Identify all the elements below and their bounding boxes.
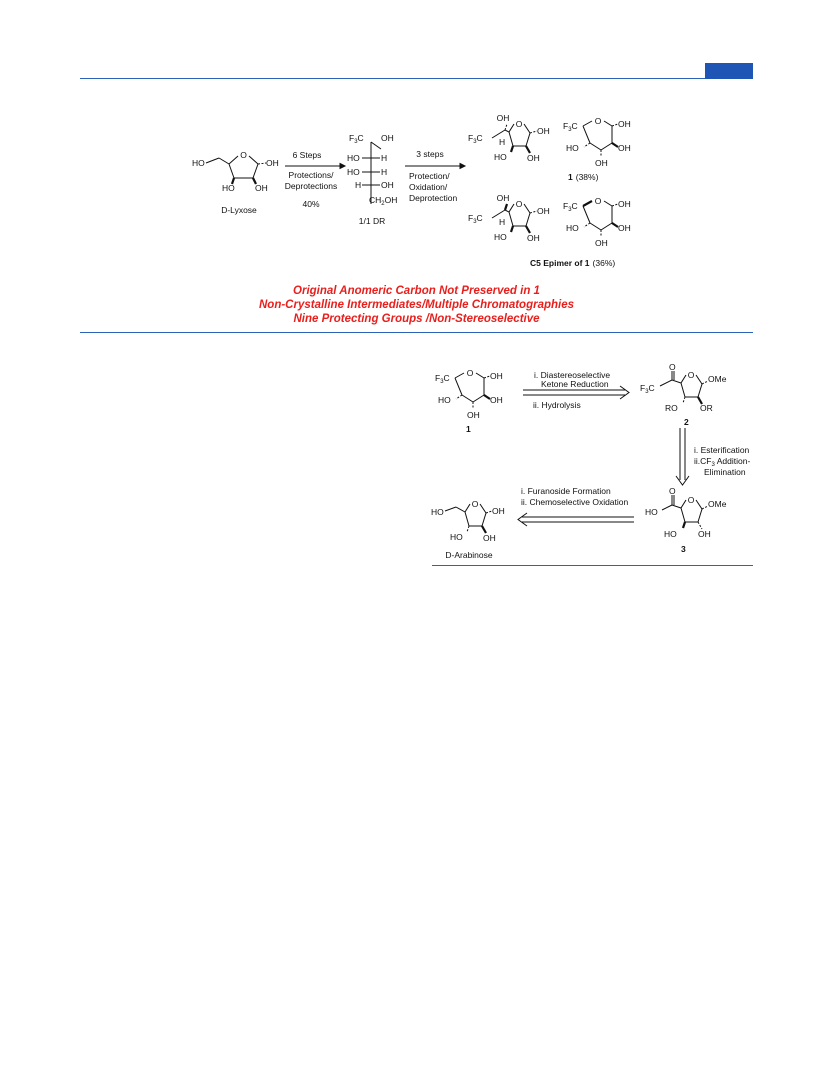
chain-row3-right: OH bbox=[381, 180, 394, 190]
chain-ch2oh: $CH_2OH$ bbox=[369, 195, 398, 207]
p1-furan-oh-bottom: OH bbox=[527, 153, 540, 163]
p1-furan-oh-top: OH bbox=[496, 113, 510, 123]
c1-label: 1 bbox=[466, 424, 471, 434]
chain-row1-left: HO bbox=[347, 153, 360, 163]
p1-pyran-oh-bottom: OH bbox=[595, 158, 608, 168]
arrowC-l1: i. Furanoside Formation bbox=[521, 486, 611, 496]
c1-oh-right: OH bbox=[490, 395, 503, 405]
c3-ome: OMe bbox=[708, 499, 727, 509]
c1-ho: HO bbox=[438, 395, 451, 405]
chain-row2-right: H bbox=[381, 167, 388, 177]
c3-oh: OH bbox=[698, 529, 711, 539]
c1-f3c: $F_3C$ bbox=[435, 373, 450, 385]
p2-furan-o: O bbox=[515, 199, 523, 209]
c2-f3c: $F_3C$ bbox=[640, 383, 655, 395]
c3-ring-o: O bbox=[687, 495, 695, 505]
chain-row1-right: H bbox=[381, 153, 388, 163]
c2-ro: RO bbox=[665, 403, 678, 413]
product1-label: 1 (38%) bbox=[568, 172, 599, 182]
issue-line: Non-Crystalline Intermediates/Multiple Chromatographies bbox=[258, 299, 575, 311]
p2-furan-oh-top: OH bbox=[496, 193, 510, 203]
arrow2-l3: Deprotection bbox=[409, 193, 458, 203]
chain-f3c: $F_3C$ bbox=[349, 133, 364, 145]
c1-o: O bbox=[466, 368, 474, 378]
p2-furan-h: H bbox=[499, 217, 506, 227]
p2-furan-oh-bottom: OH bbox=[527, 233, 540, 243]
c3-ho: HO bbox=[664, 529, 677, 539]
c3-label: 3 bbox=[681, 544, 686, 554]
p2-pyran-oh: OH bbox=[618, 199, 631, 209]
chain-dr: 1/1 DR bbox=[358, 216, 386, 226]
p2-pyran-oh-bottom: OH bbox=[595, 238, 608, 248]
p2-pyran-f3c: $F_3C$ bbox=[563, 201, 578, 213]
c2-label: 2 bbox=[684, 417, 689, 427]
c2-ome: OMe bbox=[708, 374, 727, 384]
scheme-1 bbox=[0, 0, 833, 280]
arrow1-yield: 40% bbox=[302, 199, 320, 209]
scheme2-bottom-rule bbox=[432, 565, 753, 566]
chain-row2-left: HO bbox=[347, 167, 360, 177]
scheme-2 bbox=[0, 330, 833, 590]
p2-furan-ho-bottom: HO bbox=[494, 232, 507, 242]
arab-ho-bottom: HO bbox=[450, 532, 463, 542]
p1-pyran-o: O bbox=[594, 116, 602, 126]
lyxose-ho-left: HO bbox=[192, 158, 205, 168]
arrow1-middle1: Protections/ bbox=[288, 170, 334, 180]
c3-carbonyl-o: O bbox=[669, 486, 676, 496]
arrow1-middle2: Deprotections bbox=[284, 181, 338, 191]
issue-line: Original Anomeric Carbon Not Preserved in 1 bbox=[293, 285, 540, 297]
arrowA-l1: i. Diastereoselective bbox=[534, 370, 611, 380]
p2-pyran-ho: HO bbox=[566, 223, 579, 233]
arab-oh: OH bbox=[492, 506, 505, 516]
arrow2-l1: Protection/ bbox=[409, 171, 450, 181]
p1-furan-ho-bottom: HO bbox=[494, 152, 507, 162]
p2-furan-oh: OH bbox=[537, 206, 550, 216]
lyxose-oh-anomeric: OH bbox=[266, 158, 279, 168]
arrowC-l2: ii. Chemoselective Oxidation bbox=[521, 497, 629, 507]
lyxose-ring-o: O bbox=[240, 150, 247, 160]
arrow2-l2: Oxidation/ bbox=[409, 182, 448, 192]
arrowB-l3: Elimination bbox=[704, 467, 746, 477]
p1-furan-f3c: $F_3C$ bbox=[468, 133, 483, 145]
p2-furan-f3c: $F_3C$ bbox=[468, 213, 483, 225]
lyxose-oh-bottom: OH bbox=[255, 183, 268, 193]
arrow1-top: 6 Steps bbox=[292, 150, 322, 160]
c3-ho-acid: HO bbox=[645, 507, 658, 517]
lyxose-ho-bottom: HO bbox=[222, 183, 235, 193]
c2-ketone-o: O bbox=[669, 362, 676, 372]
arab-oh-bottom: OH bbox=[483, 533, 496, 543]
arrowB-l2: $ii.CF_3$ Addition- bbox=[694, 456, 751, 468]
issues-list bbox=[80, 284, 753, 326]
issue-line: Nine Protecting Groups /Non-Stereoselective bbox=[293, 313, 540, 325]
arrow2-top: 3 steps bbox=[416, 149, 444, 159]
p1-furan-oh: OH bbox=[537, 126, 550, 136]
arab-ho-left: HO bbox=[431, 507, 444, 517]
p2-pyran-o: O bbox=[594, 196, 602, 206]
arrowA-l2: Ketone Reduction bbox=[541, 379, 609, 389]
arabinose-name: D-Arabinose bbox=[445, 550, 493, 560]
c2-ring-o: O bbox=[687, 370, 695, 380]
c1-oh: OH bbox=[490, 371, 503, 381]
p1-pyran-oh-right: OH bbox=[618, 143, 631, 153]
arrowA-l3: ii. Hydrolysis bbox=[533, 400, 581, 410]
c1-oh-bottom: OH bbox=[467, 410, 480, 420]
arab-o: O bbox=[471, 499, 479, 509]
p1-furan-o: O bbox=[515, 119, 523, 129]
p2-pyran-oh-right: OH bbox=[618, 223, 631, 233]
chain-top-oh: OH bbox=[381, 133, 394, 143]
arrowB-l1: i. Esterification bbox=[694, 445, 750, 455]
p1-pyran-oh: OH bbox=[618, 119, 631, 129]
c2-or: OR bbox=[700, 403, 713, 413]
lyxose-name: D-Lyxose bbox=[221, 205, 257, 215]
p1-pyran-ho: HO bbox=[566, 143, 579, 153]
product2-label: C5 Epimer of 1 (36%) bbox=[530, 258, 616, 268]
p1-furan-h: H bbox=[499, 137, 506, 147]
p1-pyran-f3c: $F_3C$ bbox=[563, 121, 578, 133]
chain-row3-left: H bbox=[355, 180, 362, 190]
